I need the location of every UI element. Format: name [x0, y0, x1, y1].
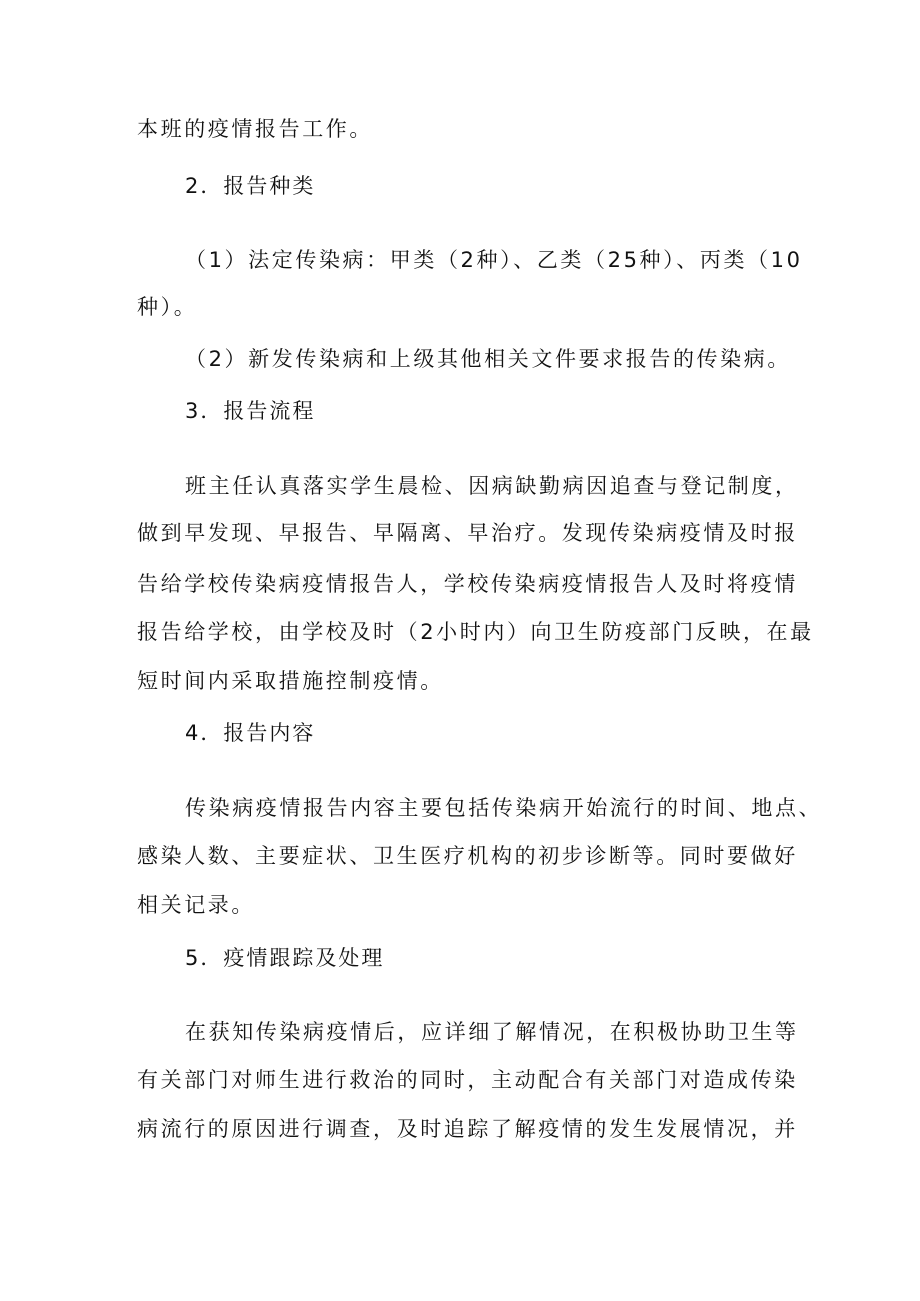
- paragraph-line: 做到早发现、早报告、早隔离、早治疗。发现传染病疫情及时报: [137, 521, 798, 545]
- paragraph-line: 告给学校传染病疫情报告人，学校传染病疫情报告人及时将疫情: [137, 572, 798, 596]
- paragraph-line: 本班的疫情报告工作。: [137, 117, 373, 141]
- list-item-line: 种）。: [137, 295, 198, 319]
- paragraph-line: 短时间内采取措施控制疫情。: [137, 669, 444, 693]
- section-heading-report-content: 4．报告内容: [185, 721, 316, 745]
- paragraph-line: 报告给学校，由学校及时（2小时内）向卫生防疫部门反映，在最: [137, 620, 814, 644]
- list-item-line: （1）法定传染病：甲类（2种）、乙类（25种）、丙类（10: [185, 248, 803, 272]
- section-heading-tracking: 5．疫情跟踪及处理: [185, 946, 385, 970]
- paragraph-line: 传染病疫情报告内容主要包括传染病开始流行的时间、地点、: [185, 796, 823, 820]
- paragraph-line: 班主任认真落实学生晨检、因病缺勤病因追查与登记制度，: [185, 474, 799, 498]
- section-heading-report-types: 2．报告种类: [185, 174, 316, 198]
- list-item-line: （2）新发传染病和上级其他相关文件要求报告的传染病。: [185, 347, 791, 371]
- paragraph-line: 有关部门对师生进行救治的同时，主动配合有关部门对造成传染: [137, 1068, 798, 1092]
- paragraph-line: 感染人数、主要症状、卫生医疗机构的初步诊断等。同时要做好: [137, 844, 798, 868]
- paragraph-line: 相关记录。: [137, 893, 255, 917]
- paragraph-line: 在获知传染病疫情后，应详细了解情况，在积极协助卫生等: [185, 1020, 799, 1044]
- section-heading-report-process: 3．报告流程: [185, 399, 316, 423]
- paragraph-line: 病流行的原因进行调查，及时追踪了解疫情的发生发展情况，并: [137, 1117, 798, 1141]
